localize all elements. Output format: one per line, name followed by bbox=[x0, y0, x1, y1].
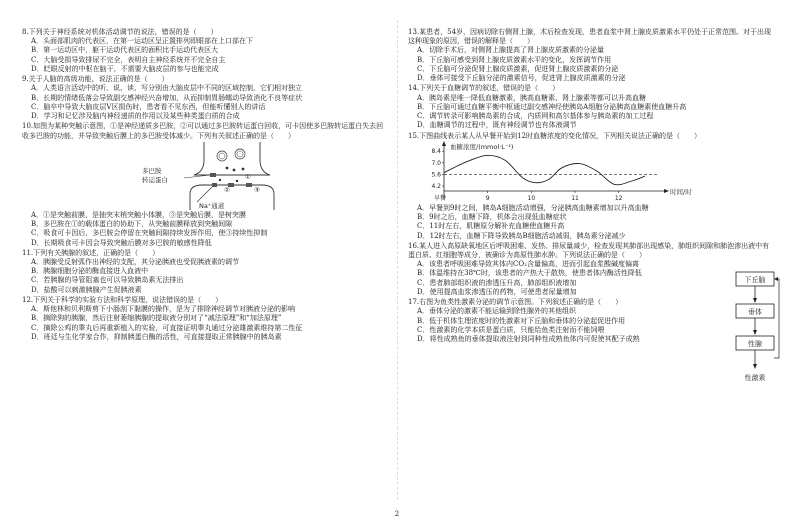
y-axis-label: 血糖浓度/(mmol·L⁻¹) bbox=[450, 142, 514, 151]
receptor-protein bbox=[246, 183, 252, 187]
y-axis-arrow bbox=[442, 141, 446, 146]
option-b: B．下丘脑可感受到肾上腺皮质激素水平的变化，发挥调节作用 bbox=[417, 55, 612, 64]
option-c: C．性激素的化学本质是蛋白质，只能给鱼类注射而不能饲喂 bbox=[417, 325, 605, 334]
vesicle bbox=[235, 149, 245, 159]
x-tick-label: 早餐 bbox=[433, 194, 447, 202]
option-c: C．下丘脑可分泌促肾上腺皮质激素，促进肾上腺皮质激素的分泌 bbox=[417, 64, 619, 73]
question-stem: 11.下列有关胰腺的叙述，正确的是（ ） bbox=[22, 248, 160, 257]
question-14 bbox=[408, 84, 774, 130]
arrow-icon bbox=[753, 298, 757, 303]
sodium-channel bbox=[212, 183, 217, 187]
option-b: B．长期的情绪低落会导致副交感神经兴奋增加，从而抑制胃肠蠕动导致消化不良等症状 bbox=[31, 93, 303, 102]
question-12 bbox=[22, 296, 388, 342]
x-tick-label: 9 bbox=[485, 194, 490, 202]
option-c: C．若胰腺的导管阻塞也可以导致胰岛素无法排出 bbox=[31, 276, 184, 285]
option-a: A．胰腺受反射弧作出神经的支配，其分泌胰液也受促胰液素的调节 bbox=[31, 257, 240, 266]
dopamine-dot bbox=[233, 168, 236, 171]
option-a: A．胰岛素是唯一降低血糖激素，胰高血糖素、肾上腺素等都可以升高血糖 bbox=[417, 93, 647, 102]
channel-label: Na⁺通道 bbox=[199, 201, 225, 210]
option-b: B．下丘脑可通过血糖平衡中枢通过副交感神经使胰岛A细胞分泌胰高血糖素使血糖升高 bbox=[417, 102, 687, 111]
right-column bbox=[408, 28, 774, 383]
option-d: D．学习和记忆涉及脑内神经递质的作用以及某些种类蛋白质的合成 bbox=[31, 112, 240, 121]
option-c: C．调节转录可影响胰岛素的合成，内质网和高尔基体参与胰岛素的加工过程 bbox=[417, 112, 654, 121]
option-d: D．垂体可接受下丘脑分泌的激素信号，促进肾上腺皮质激素的分泌 bbox=[417, 74, 626, 83]
option-a: A．该患者呼吸困难导致其体内CO₂含量偏高，进而引起血浆酸碱度偏离 bbox=[417, 260, 639, 269]
question-stem: 15.下图曲线表示某人从早餐开始到12时血糖浓度的变化情况，下列相关说法正确的是（ ） bbox=[408, 131, 702, 140]
x-tick-label: 12 bbox=[614, 194, 623, 202]
option-b: B．摘除狗的胰腺，然后注射萎缩胰腺的提取液分别对了“减法原理”和“加法原理” bbox=[31, 314, 282, 323]
question-stem: 9.关于人脑的高级功能，说法正确的是（ ） bbox=[22, 75, 169, 84]
option-d: D．12时左右，血糖下降导致胰岛B细胞活动减弱，胰岛素分泌减少 bbox=[417, 231, 626, 240]
y-tick-label: 4.2 bbox=[431, 182, 441, 190]
question-9 bbox=[22, 75, 388, 121]
left-column bbox=[22, 28, 388, 343]
leader-line bbox=[197, 187, 212, 202]
transporter-label: 多巴胺 bbox=[142, 166, 162, 175]
option-b: B．9时之后，血糖下降，机体会出现低血糖症状 bbox=[417, 213, 567, 222]
hormone-label: 性激素 bbox=[744, 374, 766, 383]
dopamine-dot bbox=[242, 167, 245, 170]
transporter-protein bbox=[210, 173, 216, 177]
option-d: D．长期吸食可卡因会导致突触后膜对多巴胺的敏感性降低 bbox=[31, 238, 212, 247]
dopamine-dot bbox=[219, 179, 221, 181]
feedback-arrow bbox=[774, 279, 779, 358]
option-c: C．脑卒中导致大脑皮层V区损伤时，患者看不见东西，但能听懂别人的讲话 bbox=[31, 102, 266, 111]
option-a: A．头面部肌肉的代表区，在第一运动区呈正置排列即眼部在上口部在下 bbox=[31, 37, 254, 46]
presynaptic-terminal bbox=[194, 142, 270, 175]
arrow-icon bbox=[753, 330, 757, 335]
question-stem: 14.下列关于血糖调节的叙述，错误的是（ ） bbox=[408, 84, 560, 93]
page-number: 2 bbox=[394, 510, 400, 518]
hypothalamus-label: 下丘脑 bbox=[744, 276, 766, 285]
y-tick-label: 7.0 bbox=[431, 159, 441, 167]
option-b: B．低于机体生理浓度时的性激素对下丘脑和垂体的分泌起促进作用 bbox=[417, 316, 626, 325]
dopamine-dot bbox=[226, 166, 229, 169]
option-d: D．眨眼反射的中枢在脑干，不需要大脑皮层的参与也能完成 bbox=[31, 64, 219, 73]
arrow-icon bbox=[753, 364, 757, 369]
x-tick-label: 11 bbox=[571, 194, 579, 202]
option-a: A．①是突触前膜，是抽突末梢突触小体膜，③是突触后膜，是树突膜 bbox=[31, 210, 247, 219]
question-8 bbox=[22, 28, 388, 74]
glucose-curve bbox=[444, 155, 645, 185]
option-b: B．体温维持在38℃时，该患者的产热大于散热，使患者体内酶活性降低 bbox=[417, 269, 642, 278]
marker-2: ② bbox=[224, 185, 230, 194]
marker-1: ① bbox=[245, 172, 251, 181]
option-d: D．盐酸可以刺激胰腺产生促胰液素 bbox=[31, 285, 142, 294]
option-a: A．人类语言活动中的听、说、读、写分别由大脑皮层中不同的区域控制，它们相对独立 bbox=[31, 84, 303, 93]
question-stem: 16.某人进入高原缺氧地区后呼吸困难、发热、排尿量减少，检查发现其肺部出现感染，肺组织间隙和肺泡渗出液中有蛋白质、红细胞等成分，被确诊为高原性肺水肿。下列说法正确的是（ ） bbox=[408, 241, 770, 259]
question-stem: 10.如图为某种突触示意图，①是神经递质多巴胺，②可以通过多巴胺转运蛋白回收，可卡因使多巴胺转运蛋白失去回收多巴胺的功能，并导致突触后膜上的多巴胺受体减少。下列有关叙述正确的是（ ） bbox=[22, 122, 384, 140]
option-b: B．第一运动区中，躯干运动代表区的面积比手运动代表区大 bbox=[31, 46, 219, 55]
dopamine-dot bbox=[236, 180, 238, 182]
option-b: B．胰腺细胞分泌的酶直接进入血液中 bbox=[31, 267, 149, 276]
question-10 bbox=[22, 122, 388, 247]
column-divider bbox=[397, 20, 398, 500]
synapse-diagram bbox=[142, 142, 312, 210]
option-c: C．患者肺部组织液的渗透压升高，肺部组织液增加 bbox=[417, 278, 577, 287]
question-15 bbox=[408, 132, 774, 241]
pituitary-label: 垂体 bbox=[748, 308, 762, 317]
transporter-label: 转运蛋白 bbox=[142, 175, 168, 184]
vesicle bbox=[217, 151, 227, 161]
question-stem: 8.下列关于神经系统对机体活动调节的说法，错误的是（ ） bbox=[22, 28, 218, 36]
question-stem: 13.某患者，54岁，因病切除右侧肾上腺，术后检查发现，患者血浆中肾上腺皮质激素水平仍处于正常范围。对于出现这种现象的原因，错误的解释是（ ） bbox=[408, 28, 772, 46]
y-tick-label: 8.4 bbox=[431, 147, 441, 155]
y-tick-label: 5.6 bbox=[431, 171, 441, 179]
question-stem: 17.右图为鱼类性激素分泌的调节示意图。下列叙述正确的是（ ） bbox=[408, 298, 623, 307]
option-c: C．摘除公鸡的睾丸后再重新植入的实验，可直接证明睾丸通过分泌雄激素维持第二性征 bbox=[31, 323, 303, 332]
marker-3: ③ bbox=[254, 185, 260, 194]
option-a: A．斯他林和贝利斯剪下小肠刮下黏膜的操作，是为了排除神经调节对胰液分泌的影响 bbox=[31, 305, 296, 314]
question-13 bbox=[408, 28, 774, 83]
gonad-label: 性腺 bbox=[748, 340, 762, 349]
x-axis-arrow bbox=[664, 189, 669, 193]
x-axis-label: 时间/时 bbox=[670, 187, 692, 196]
option-d: D．血糖调节的过程中，既有神经调节也有体液调节 bbox=[417, 121, 577, 130]
option-c: C．11时左右，肌糖原分解补充血糖使血糖升高 bbox=[417, 222, 565, 231]
option-d: D．将性成熟鱼的垂体提取液注射到同种性成熟鱼体内可促使其配子成熟 bbox=[417, 335, 640, 344]
blood-glucose-chart bbox=[416, 141, 696, 203]
option-a: A．切除手术后，对侧肾上腺提高了肾上腺皮质激素的分泌量 bbox=[417, 46, 605, 55]
question-16 bbox=[408, 242, 774, 297]
question-stem: 12.下列关于科学的实验方法和科学原理，说法错误的是（ ） bbox=[22, 295, 223, 304]
option-a: A．早餐到9时之间，胰岛A细胞活动增强，分泌胰高血糖素增加以升高血糖 bbox=[417, 203, 649, 212]
question-11 bbox=[22, 249, 388, 295]
hormone-axis-diagram bbox=[732, 270, 782, 388]
option-d: D．使用提高血浆渗透压的药物，可使患者尿量增加 bbox=[417, 287, 577, 296]
option-c: C．吸食可卡因后，多巴胺会停留在突触间隙持续发挥作用，使③持续性抑制 bbox=[31, 229, 268, 238]
option-a: A．垂体分泌的激素不能运输到除性腺外的其他组织 bbox=[417, 307, 577, 316]
option-d: D．班廷与生化学家合作，抑制胰蛋白酶的活性，可直接提取正常胰腺中的胰岛素 bbox=[31, 332, 282, 341]
option-b: B．多巴胺在①的载体蛋白的协助下，从突触前膜释放到突触间隙 bbox=[31, 220, 233, 229]
x-tick-label: 10 bbox=[527, 194, 536, 202]
option-c: C．大脑受损导致排尿不完全，表明自主神经系统并不完全自主 bbox=[31, 55, 226, 64]
arrow-icon bbox=[774, 277, 778, 281]
